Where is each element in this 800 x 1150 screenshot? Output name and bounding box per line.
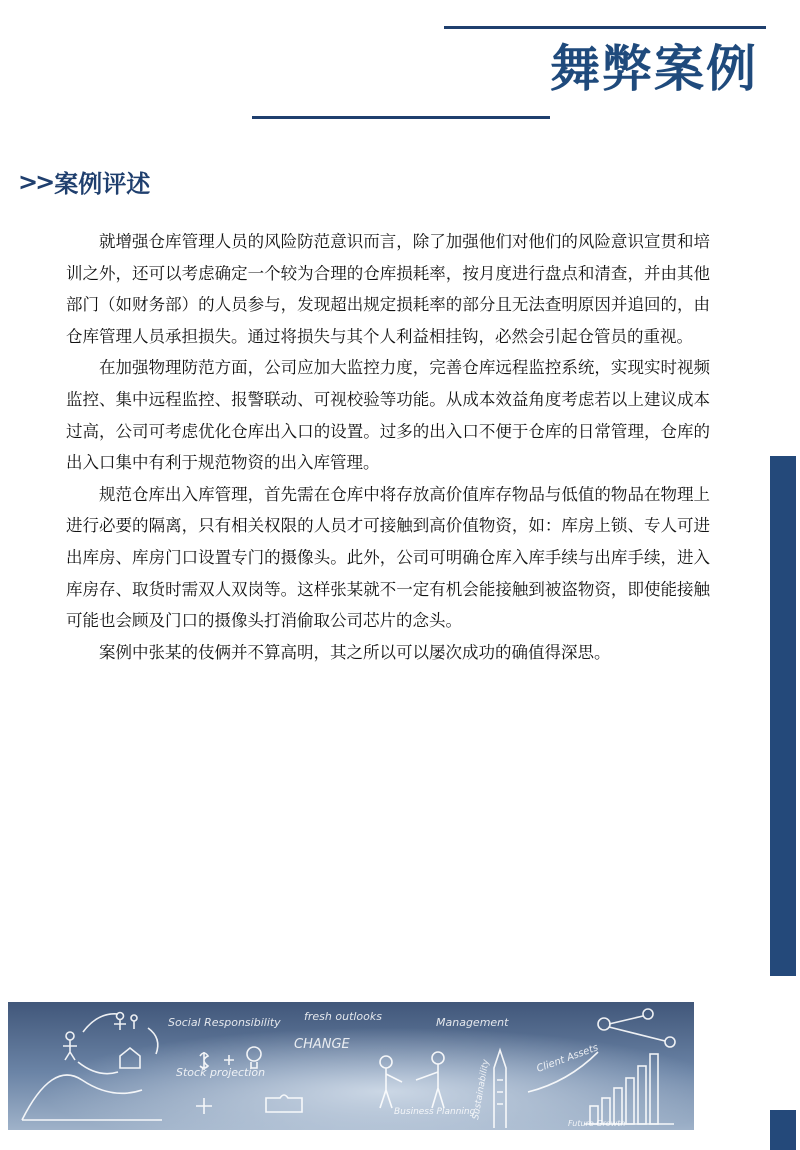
paragraph: 案例中张某的伎俩并不算高明，其之所以可以屡次成功的确值得深思。 bbox=[99, 642, 611, 662]
case-review-body bbox=[66, 226, 710, 668]
business-sketch-banner bbox=[8, 1002, 694, 1130]
decorative-side-bar-small bbox=[770, 1110, 796, 1150]
section-marker: >> bbox=[18, 167, 53, 196]
decorative-side-bar bbox=[770, 456, 796, 976]
paragraph: 就增强仓库管理人员的风险防范意识而言，除了加强他们对他们的风险意识宣贯和培训之外，还可以考虑确定一个较为合理的仓库损耗率，按月度进行盘点和清查，并由其他部门（如财务部）的人员参与，发现超出规定损耗率的部分且无法查明原因并追回的，由仓库管理人员承担损失。通过将损失与其个人利益相挂钩，必然会引起仓管员的重视。 bbox=[66, 232, 710, 346]
title-underline bbox=[252, 116, 550, 119]
banner-word: fresh outlooks bbox=[304, 1010, 382, 1023]
banner-word: Sustainability bbox=[471, 1058, 492, 1121]
banner-illustration bbox=[8, 1002, 694, 1130]
section-heading bbox=[18, 164, 150, 199]
banner-word: Social Responsibility bbox=[168, 1016, 281, 1029]
banner-word: Future Growth bbox=[568, 1119, 626, 1128]
page-title: 舞弊案例 bbox=[550, 40, 758, 98]
paragraph: 在加强物理防范方面，公司应加大监控力度，完善仓库远程监控系统，实现实时视频监控、集中远程监控、报警联动、可视校验等功能。从成本效益角度考虑若以上建议成本过高，公司可考虑优化仓库出入口的设置。过多的出入口不便于仓库的日常管理，仓库的出入口集中有利于规范物资的出入库管理。 bbox=[66, 358, 710, 473]
section-heading-label: 案例评述 bbox=[54, 170, 151, 198]
banner-word: CHANGE bbox=[294, 1037, 350, 1052]
paragraph: 规范仓库出入库管理，首先需在仓库中将存放高价值库存物品与低值的物品在物理上进行必要的隔离，只有相关权限的人员才可接触到高价值物资，如：库房上锁、专人可进出库房、库房门口设置专门的摄像头。此外，公司可明确仓库入库手续与出库手续，进入库房存、取货时需双人双岗等。这样张某就不一定有机会能接触到被盗物资，即使能接触可能也会顾及门口的摄像头打消偷取公司芯片的念头。 bbox=[66, 484, 710, 631]
banner-word: Management bbox=[436, 1016, 509, 1029]
banner-word: Stock projection bbox=[176, 1066, 266, 1079]
top-rule bbox=[444, 26, 766, 29]
banner-word: Business Planning bbox=[394, 1107, 476, 1117]
banner-word: Client Assets bbox=[535, 1042, 600, 1075]
